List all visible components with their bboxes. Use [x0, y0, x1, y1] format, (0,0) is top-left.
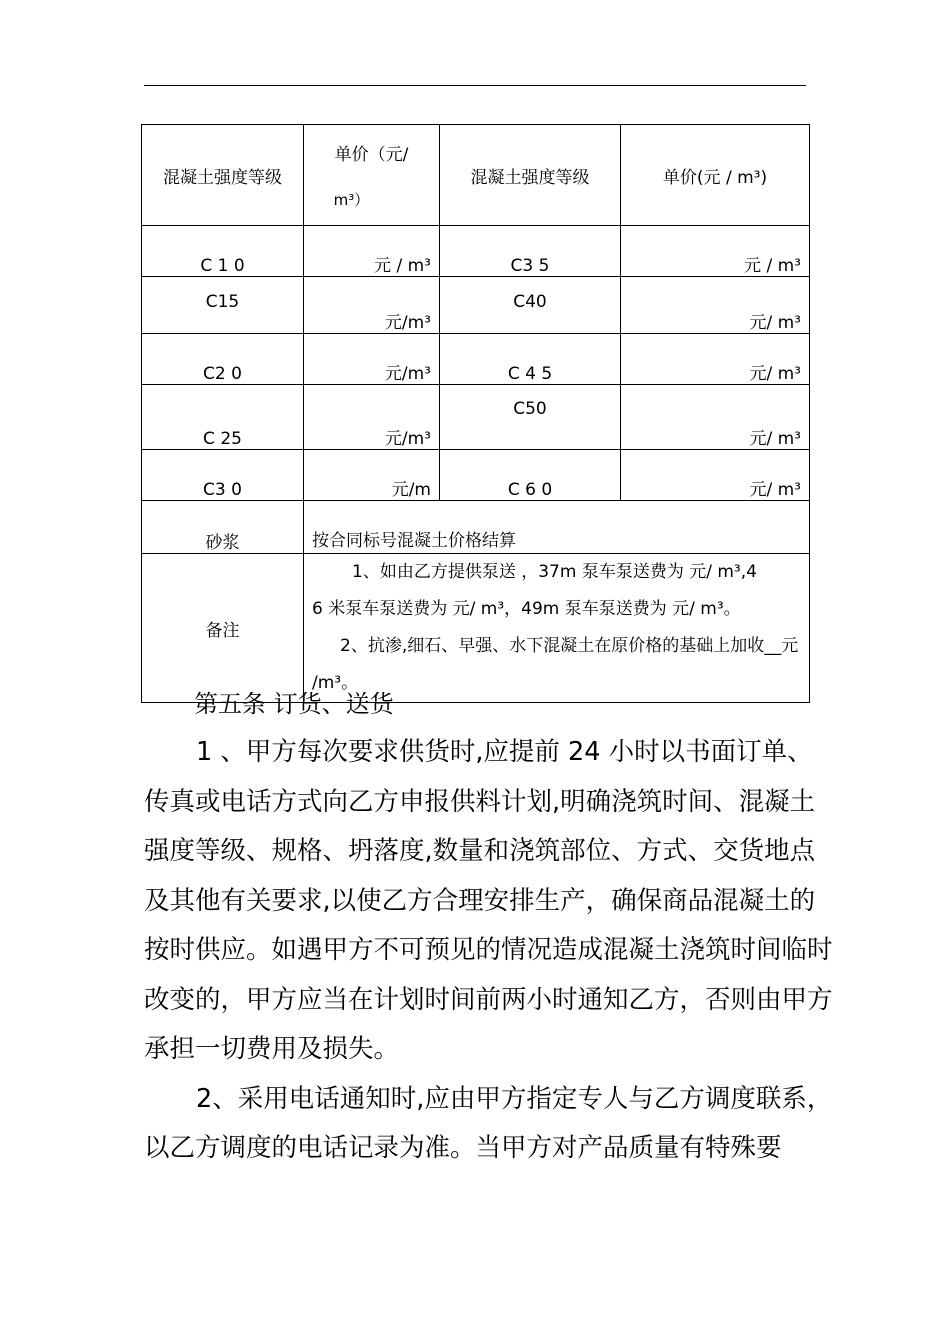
mortar-row	[142, 501, 810, 554]
table-row	[142, 450, 810, 501]
remarks-line: 2、抗渗,细石、早强、水下混凝土在原价格的基础上加收__元	[340, 636, 799, 656]
grade-cell: C 1 0	[142, 226, 304, 277]
table-row	[142, 226, 810, 277]
article-title: 第五条 订货、送货	[194, 690, 394, 718]
unit-cell: 元/m³	[304, 334, 440, 385]
table-row	[142, 385, 810, 450]
article-paragraph: 1 、甲方每次要求供货时,应提前 24 小时以书面订单、传真或电话方式向乙方申报供料计划,明确浇筑时间、混凝土强度等级、规格、坍落度,数量和浇筑部位、方式、交货地点及其他有关要求,以使乙方合理安排生产，确保商品混凝土的按时供应。如遇甲方不可预见的情况造成混凝土浇筑时间临时改变的，甲方应当在计划时间前两小时通知乙方，否则由甲方承担一切费用及损失。	[144, 737, 833, 1064]
grade-cell: C 4 5	[440, 334, 621, 385]
table-row	[142, 277, 810, 334]
unit-cell: 元/m³	[304, 385, 440, 450]
unit-cell: 元/ m³	[621, 277, 810, 334]
header-grade-left: 混凝土强度等级	[142, 125, 304, 226]
header-price-left	[304, 125, 440, 226]
mortar-label: 砂浆	[142, 501, 304, 554]
unit-cell: 元/m	[304, 450, 440, 501]
unit-cell: 元 / m³	[304, 226, 440, 277]
remarks-body	[304, 554, 810, 703]
unit-cell: 元/ m³	[621, 385, 810, 450]
grade-cell: C2 0	[142, 334, 304, 385]
header-price-left-line2: m³）	[333, 191, 370, 209]
header-price-right: 单价(元 / m³)	[621, 125, 810, 226]
table-header-row	[142, 125, 810, 226]
remarks-label: 备注	[142, 554, 304, 703]
remarks-row	[142, 554, 810, 703]
header-rule	[144, 85, 806, 86]
remarks-line: 6 米泵车泵送费为 元/ m³，49m 泵车泵送费为 元/ m³。	[312, 599, 741, 619]
article-paragraph: 2、采用电话通知时,应由甲方指定专人与乙方调度联系，以乙方调度的电话记录为准。当甲方对产品质量有特殊要	[144, 1083, 833, 1163]
grade-cell: C3 0	[142, 450, 304, 501]
grade-cell: C 6 0	[440, 450, 621, 501]
grade-cell: C40	[440, 277, 621, 334]
grade-cell: C 25	[142, 385, 304, 450]
table-row	[142, 334, 810, 385]
header-grade-right: 混凝土强度等级	[440, 125, 621, 226]
article-body	[144, 728, 834, 1174]
grade-cell: C15	[142, 277, 304, 334]
unit-cell: 元/ m³	[621, 334, 810, 385]
remarks-line: 1、如由乙方提供泵送 ，37m 泵车泵送费为 元/ m³,4	[352, 562, 757, 582]
remarks-line: /m³。	[312, 673, 359, 693]
grade-cell: C3 5	[440, 226, 621, 277]
unit-cell: 元/m³	[304, 277, 440, 334]
unit-cell: 元 / m³	[621, 226, 810, 277]
concrete-price-table	[141, 124, 810, 703]
header-price-left-line1: 单价（元/	[334, 145, 409, 165]
unit-cell: 元/ m³	[621, 450, 810, 501]
mortar-note: 按合同标号混凝土价格结算	[304, 501, 810, 554]
grade-cell: C50	[440, 385, 621, 450]
